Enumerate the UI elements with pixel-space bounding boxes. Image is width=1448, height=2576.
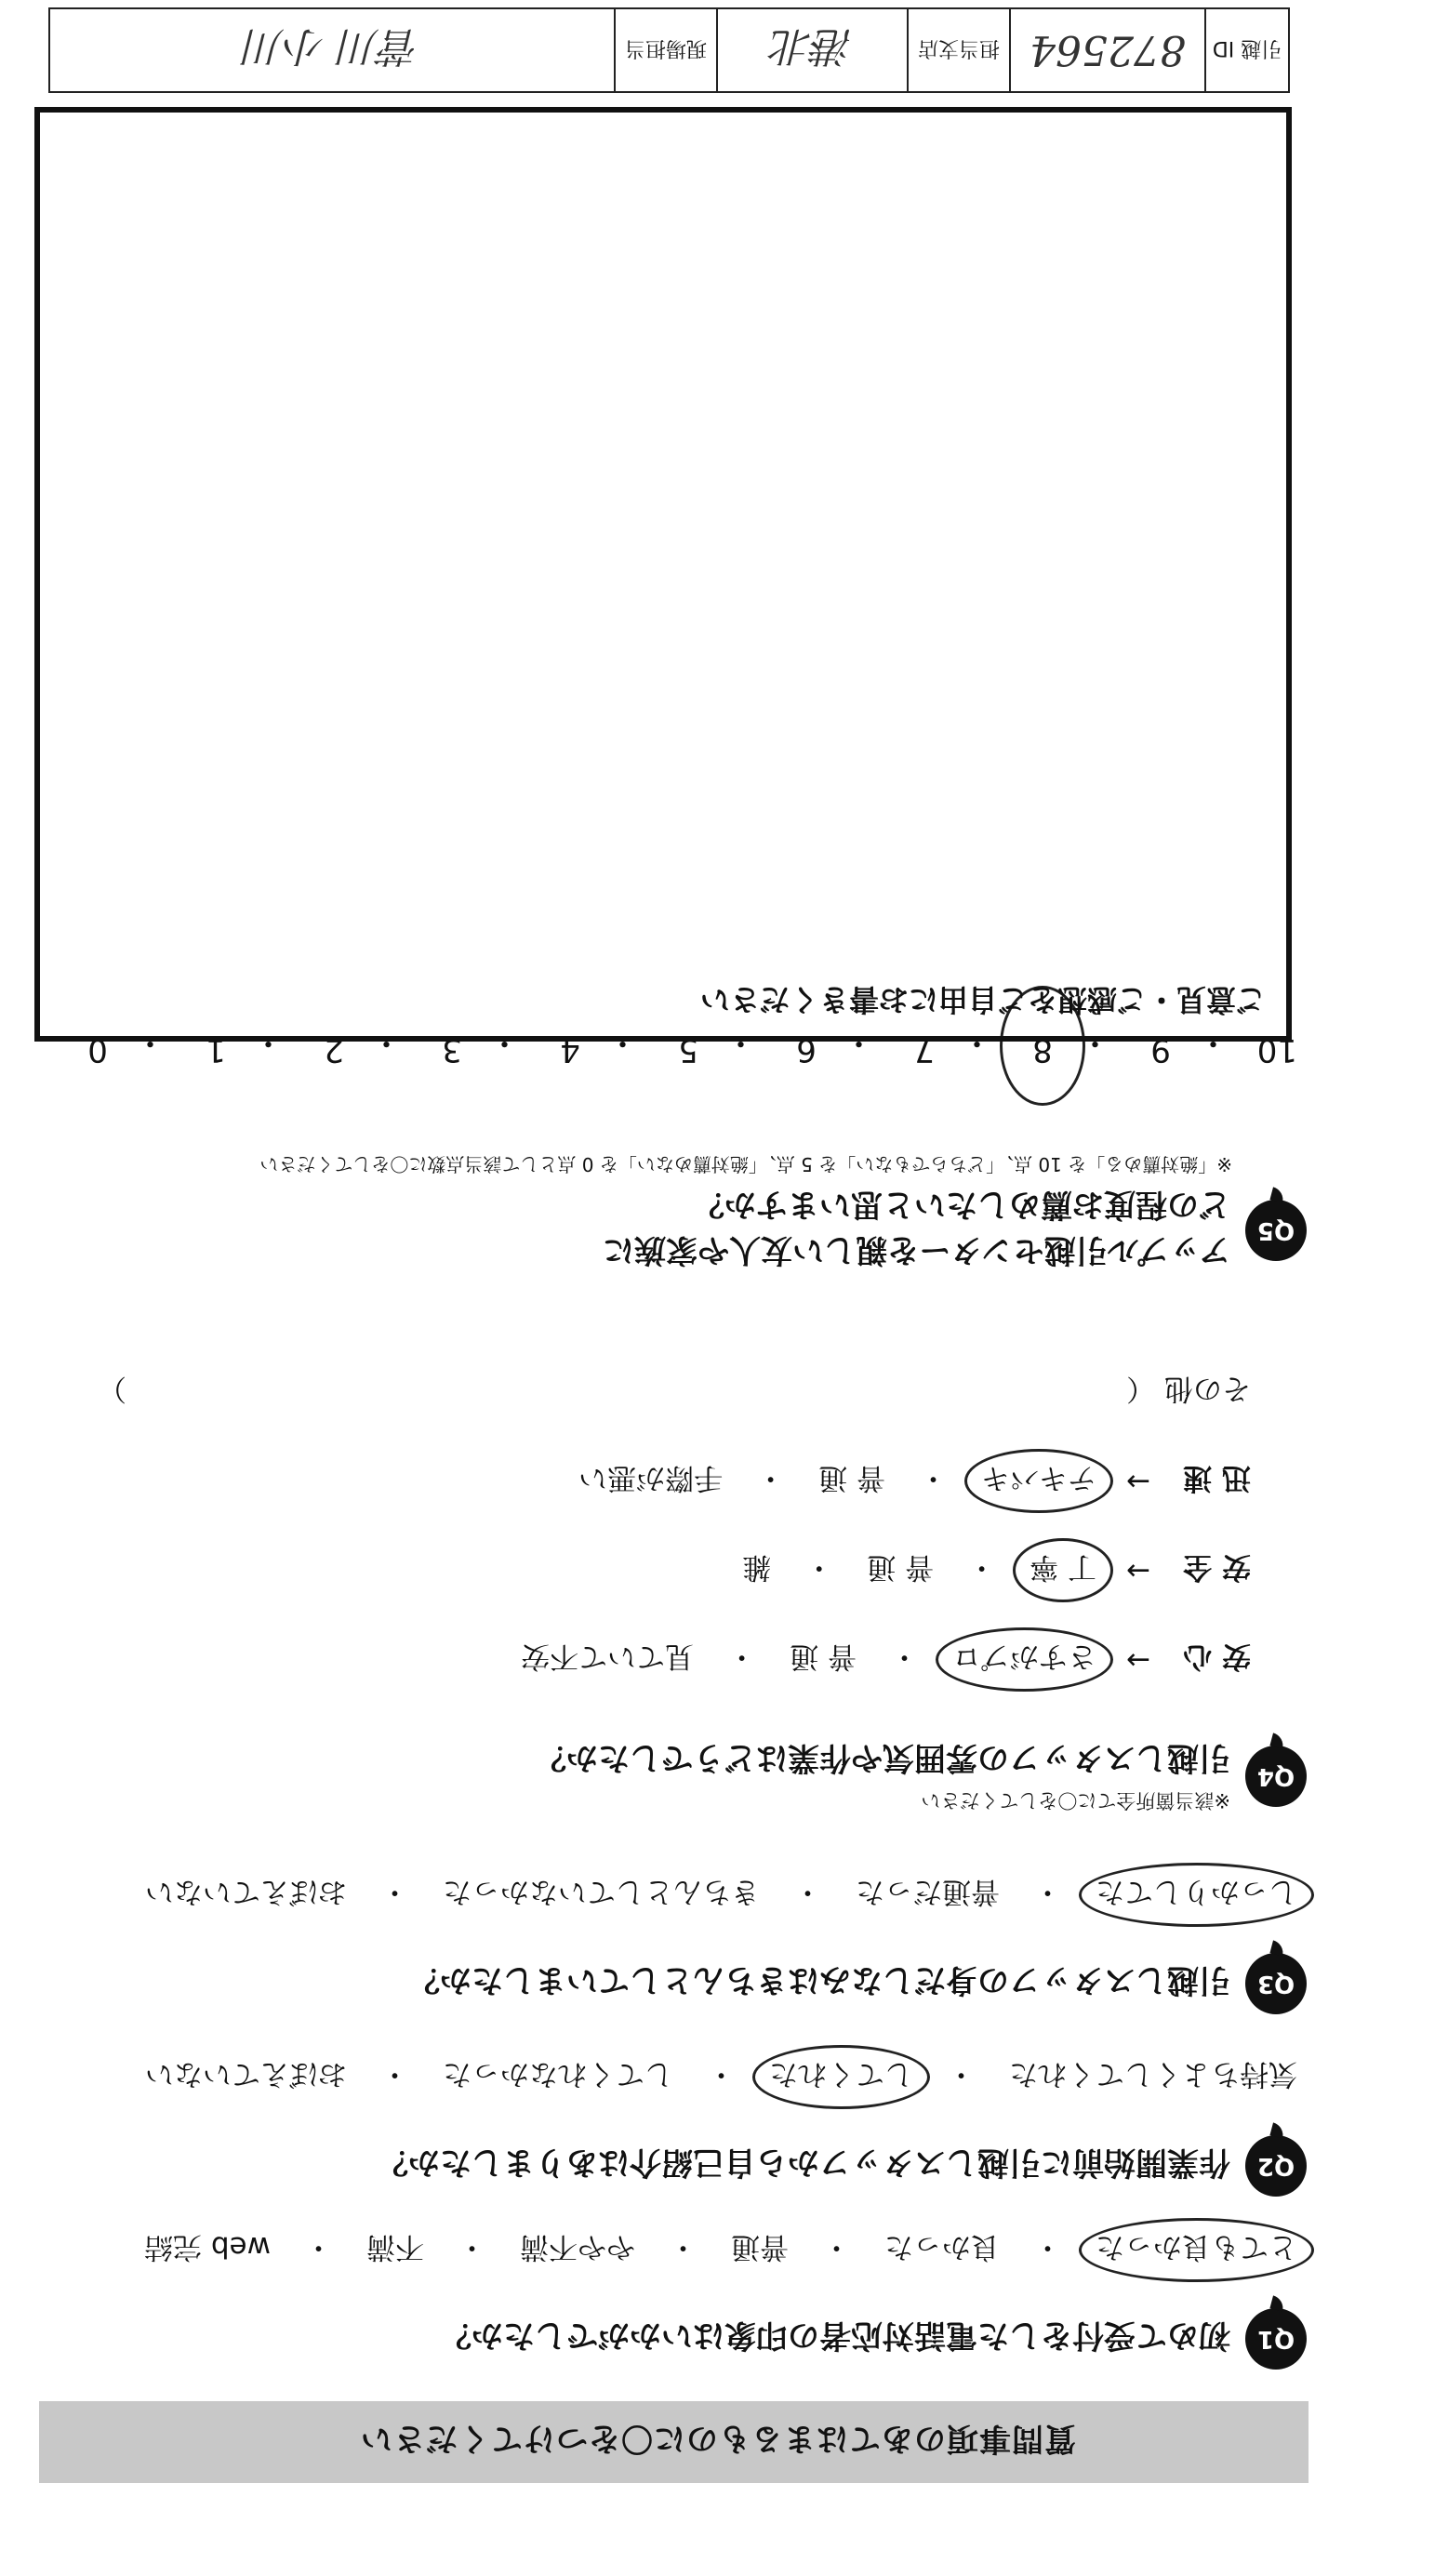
q3-option-not-neat[interactable]: きちんとしていなかった: [443, 1875, 760, 1908]
question-4: [98, 1348, 1307, 1815]
q4-row-speed: 迅 速 → テキパキ ・ 普 通 ・ 手際が悪い: [98, 1437, 1251, 1526]
scale-7[interactable]: 7: [914, 1031, 935, 1069]
q5-scale: 10 ・ 9 ・ 8 ・ 7 ・ 6 ・ 5 ・ 4 ・ 3 ・ 2 ・ 1 ・ 0: [79, 1023, 1297, 1069]
question-5: [87, 1023, 1307, 1276]
branch-value[interactable]: 港北: [716, 9, 907, 91]
q2-option-no[interactable]: してくれなかった: [443, 2057, 673, 2091]
q3-options: しっかりしてた ・ 普通だった ・ きちんとしていなかった ・ おぼえていない: [98, 1874, 1307, 1916]
scale-2[interactable]: 2: [324, 1031, 344, 1069]
q3-text: 引越しスタッフの身だしなみはきちんとしていましたか？: [408, 1961, 1230, 1999]
q1-option-somewhat-dissatisfied[interactable]: やや不満: [520, 2230, 635, 2264]
arrow-right-icon: →: [1126, 1643, 1150, 1677]
q4-option-brisk[interactable]: テキパキ: [972, 1461, 1106, 1503]
q5-text-line1: アップル引越センターを親しい友人や家族に: [603, 1231, 1230, 1268]
q4-option-uneasy[interactable]: 見ていて不安: [521, 1640, 695, 1674]
q4-option-normal[interactable]: 普 通: [818, 1461, 885, 1495]
arrow-right-icon: →: [1126, 1554, 1150, 1587]
q4-row-reassurance: 安 心 → さすがプロ ・ 普 通 ・ 見ていて不安: [98, 1615, 1251, 1705]
scale-10[interactable]: 10: [1256, 1031, 1297, 1069]
q1-option-good[interactable]: 良かった: [884, 2230, 1000, 2264]
q4-note: ※該当箇所全てに〇をしてください: [921, 1789, 1230, 1812]
q3-option-dont-remember[interactable]: おぼえていない: [145, 1875, 347, 1908]
id-value[interactable]: 872564: [1009, 9, 1204, 91]
q4-text: 引越しスタッフの雰囲気や作業はどうでしたか？: [535, 1739, 1230, 1776]
q1-option-dissatisfied[interactable]: 不満: [366, 2230, 424, 2264]
question-1: [98, 2229, 1307, 2370]
q2-option-yes[interactable]: してくれた: [760, 2056, 923, 2098]
scale-0[interactable]: 0: [87, 1031, 108, 1069]
q3-option-normal[interactable]: 普通だった: [856, 1875, 1000, 1908]
q4-rows: [98, 1348, 1251, 1705]
question-2: [98, 2056, 1307, 2197]
scale-5[interactable]: 5: [678, 1031, 698, 1069]
q5-icon: Q5: [1245, 1200, 1307, 1261]
scale-6[interactable]: 6: [796, 1031, 817, 1069]
comment-box[interactable]: [34, 107, 1292, 1042]
q3-icon: Q3: [1245, 1953, 1307, 2014]
arrow-right-icon: →: [1126, 1465, 1150, 1498]
id-label: 引越 ID: [1204, 9, 1288, 91]
q2-icon: Q2: [1245, 2135, 1307, 2197]
q1-text: 初めて受付をした電話対応者の印象はいかがでしたか？: [440, 2317, 1230, 2355]
q4-row-other: [98, 1348, 1251, 1437]
scale-9[interactable]: 9: [1150, 1031, 1171, 1069]
q2-option-dont-remember[interactable]: おぼえていない: [145, 2057, 347, 2091]
q5-text-line2: どの程度お薦めしたいと思いますか？: [693, 1186, 1230, 1223]
q5-note: ※「絶対薦める」を 10 点、「どちらでもない」を 5 点、「絶対薦めない」を 0 点として該当点数に〇をしてください: [259, 1153, 1232, 1175]
header-banner-text: 質問事項のあてはまるものに〇をつけてください: [360, 2420, 1076, 2458]
q1-option-very-good[interactable]: とても良かった: [1086, 2229, 1307, 2271]
q4-icon: Q4: [1245, 1746, 1307, 1808]
q4-row-label: 安 全: [1183, 1550, 1251, 1585]
q4-option-pro[interactable]: さすがプロ: [943, 1640, 1106, 1681]
comment-label: ご意見・ご感想をご自由にお書きください: [699, 982, 1266, 1017]
q1-icon: Q1: [1245, 2308, 1307, 2370]
scale-8[interactable]: 8: [1024, 1023, 1061, 1069]
q4-option-normal[interactable]: 普 通: [867, 1550, 935, 1585]
q1-option-web[interactable]: web 完結: [144, 2230, 271, 2264]
q4-row-label: 迅 速: [1183, 1461, 1251, 1495]
q2-text: 作業開始前に引越しスタッフから自己紹介はありましたか？: [377, 2144, 1230, 2182]
q4-other-close: ）: [98, 1372, 126, 1406]
branch-label: 担当支店: [907, 9, 1009, 91]
q4-option-normal[interactable]: 普 通: [790, 1640, 857, 1674]
header-banner: [39, 2401, 1309, 2483]
q1-options: とても良かった ・ 良かった ・ 普通 ・ やや不満 ・ 不満 ・ web 完結: [98, 2229, 1307, 2271]
id-table: [48, 7, 1290, 93]
q4-option-rough[interactable]: 雑: [742, 1550, 772, 1585]
q2-options: 気持ちよくしてくれた ・ してくれた ・ してくれなかった ・ おぼえていない: [98, 2056, 1307, 2098]
q2-option-pleasantly[interactable]: 気持ちよくしてくれた: [1009, 2057, 1297, 2091]
leader-label: 現場担当: [614, 9, 716, 91]
q1-option-normal[interactable]: 普通: [731, 2230, 789, 2264]
q4-row-label: 安 心: [1183, 1640, 1251, 1674]
leader-value[interactable]: 菅川 小川: [244, 22, 420, 70]
q4-option-clumsy[interactable]: 手際が悪い: [578, 1461, 724, 1495]
q4-option-careful[interactable]: 丁 寧: [1020, 1550, 1106, 1592]
q4-other-label: その他 （: [1126, 1372, 1251, 1406]
scale-1[interactable]: 1: [206, 1031, 226, 1069]
question-3: [98, 1874, 1307, 2014]
scale-4[interactable]: 4: [560, 1031, 580, 1069]
q3-option-neat[interactable]: しっかりしてた: [1086, 1874, 1307, 1916]
scale-3[interactable]: 3: [442, 1031, 462, 1069]
q4-row-safety: 安 全 → 丁 寧 ・ 普 通 ・ 雑: [98, 1526, 1251, 1615]
